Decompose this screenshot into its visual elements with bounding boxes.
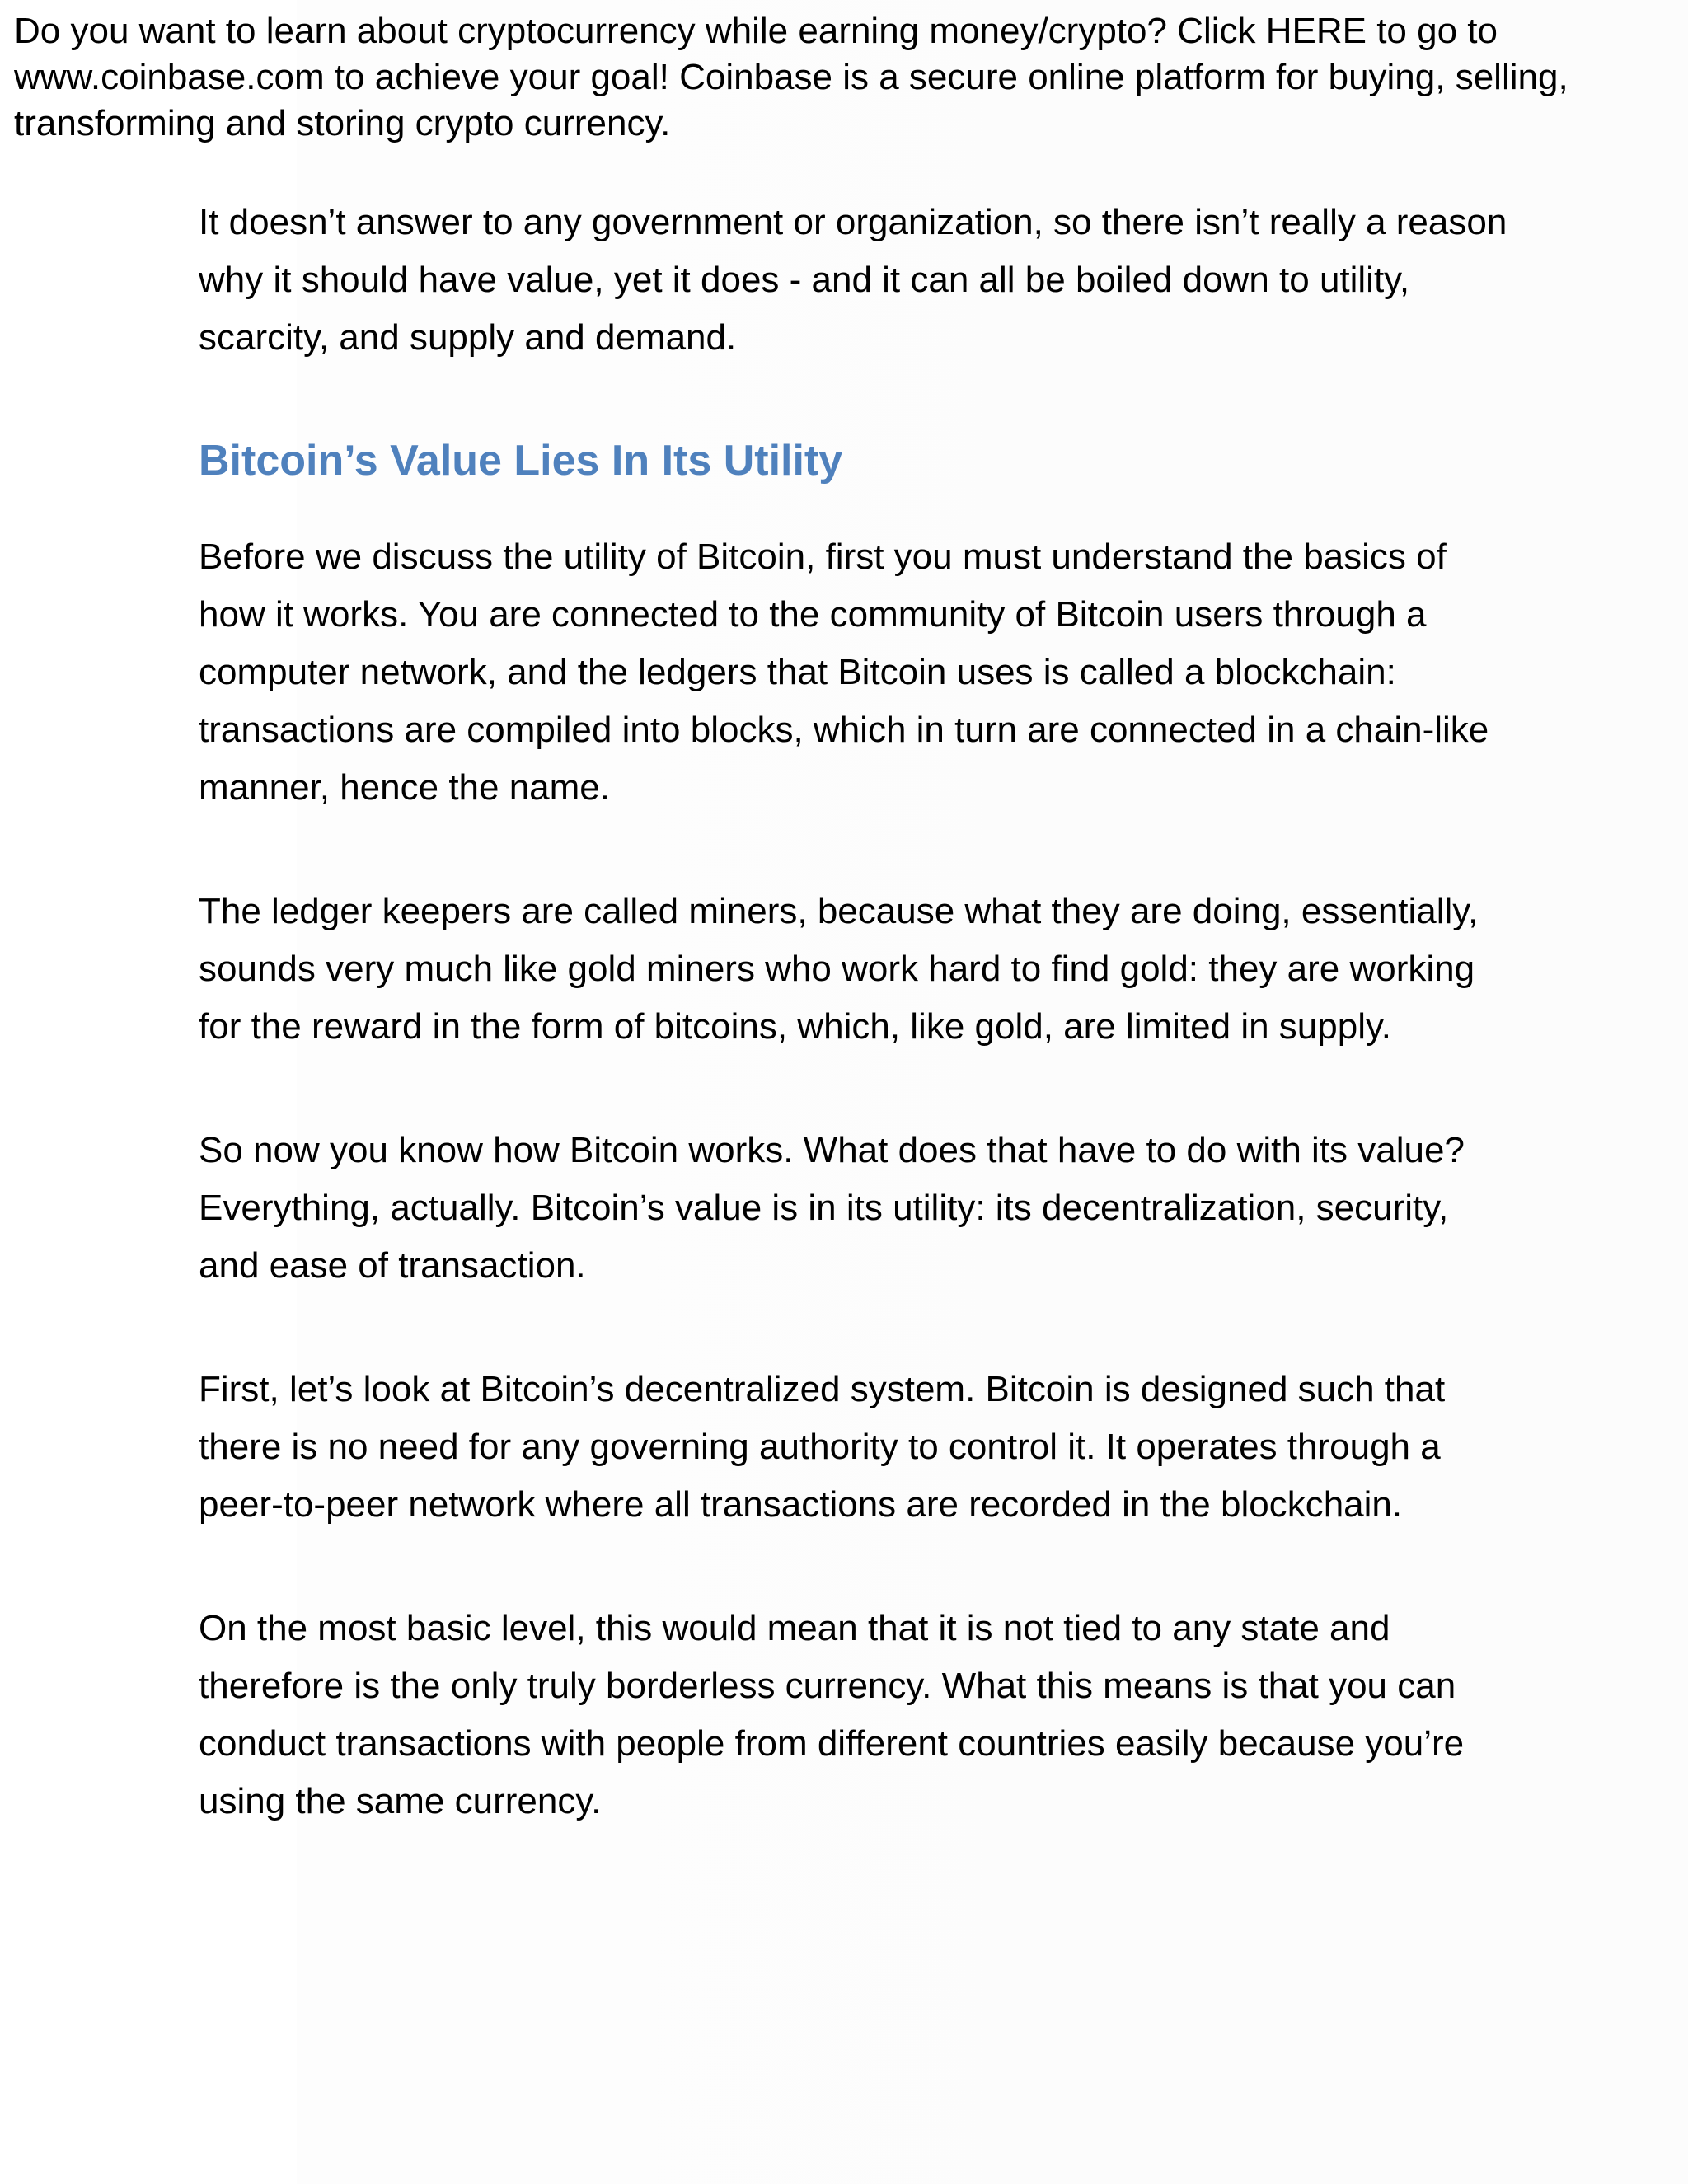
intro-paragraph: It doesn’t answer to any government or organization, so there isn’t really a reason why it should have value, yet it does - and it can all be boiled down to utility, scarcity, and supply and demand. [199,202,1507,358]
promo-banner [14,8,1671,147]
paragraph-borderless: On the most basic level, this would mean that it is not tied to any state and therefore is the only truly borderless currency. What this means is that you can conduct transactions with people from different countries easily because you’re using the same currency. [199,1608,1465,1821]
article-body [199,194,1517,1896]
paragraph-basics: Before we discuss the utility of Bitcoin, first you must understand the basics of how it works. You are connected to the community of Bitcoin users through a computer network, and the ledgers that Bitcoin uses is called a blockchain: transactions are compiled into blocks, which in turn are connected in a chain-like manner, hence the name. [199,537,1489,808]
paragraph-miners: The ledger keepers are called miners, because what they are doing, essentially, sounds very much like gold miners who work hard to find gold: they are working for the reward in the form of bitcoins, which, like gold, are limited in supply. [199,891,1479,1047]
paragraph-decentralization: First, let’s look at Bitcoin’s decentralized system. Bitcoin is designed such that there is no need for any governing authority to control it. It operates through a peer-to-peer network where all transactions are recorded in the blockchain. [199,1369,1446,1525]
promo-text-after: to go to www.coinbase.com to achieve your goal! Coinbase is a secure online platform for buying, selling, transforming and storing crypto currency. [14,11,1568,143]
section-heading: Bitcoin’s Value Lies In Its Utility [199,437,843,485]
paragraph-value: So now you know how Bitcoin works. What does that have to do with its value? Everything, actually. Bitcoin’s value is in its utility: its decentralization, security, and ease of transaction. [199,1130,1465,1286]
promo-text-before: Do you want to learn about cryptocurrency while earning money/crypto? Click [14,11,1266,51]
promo-here-link[interactable]: HERE [1265,11,1367,51]
